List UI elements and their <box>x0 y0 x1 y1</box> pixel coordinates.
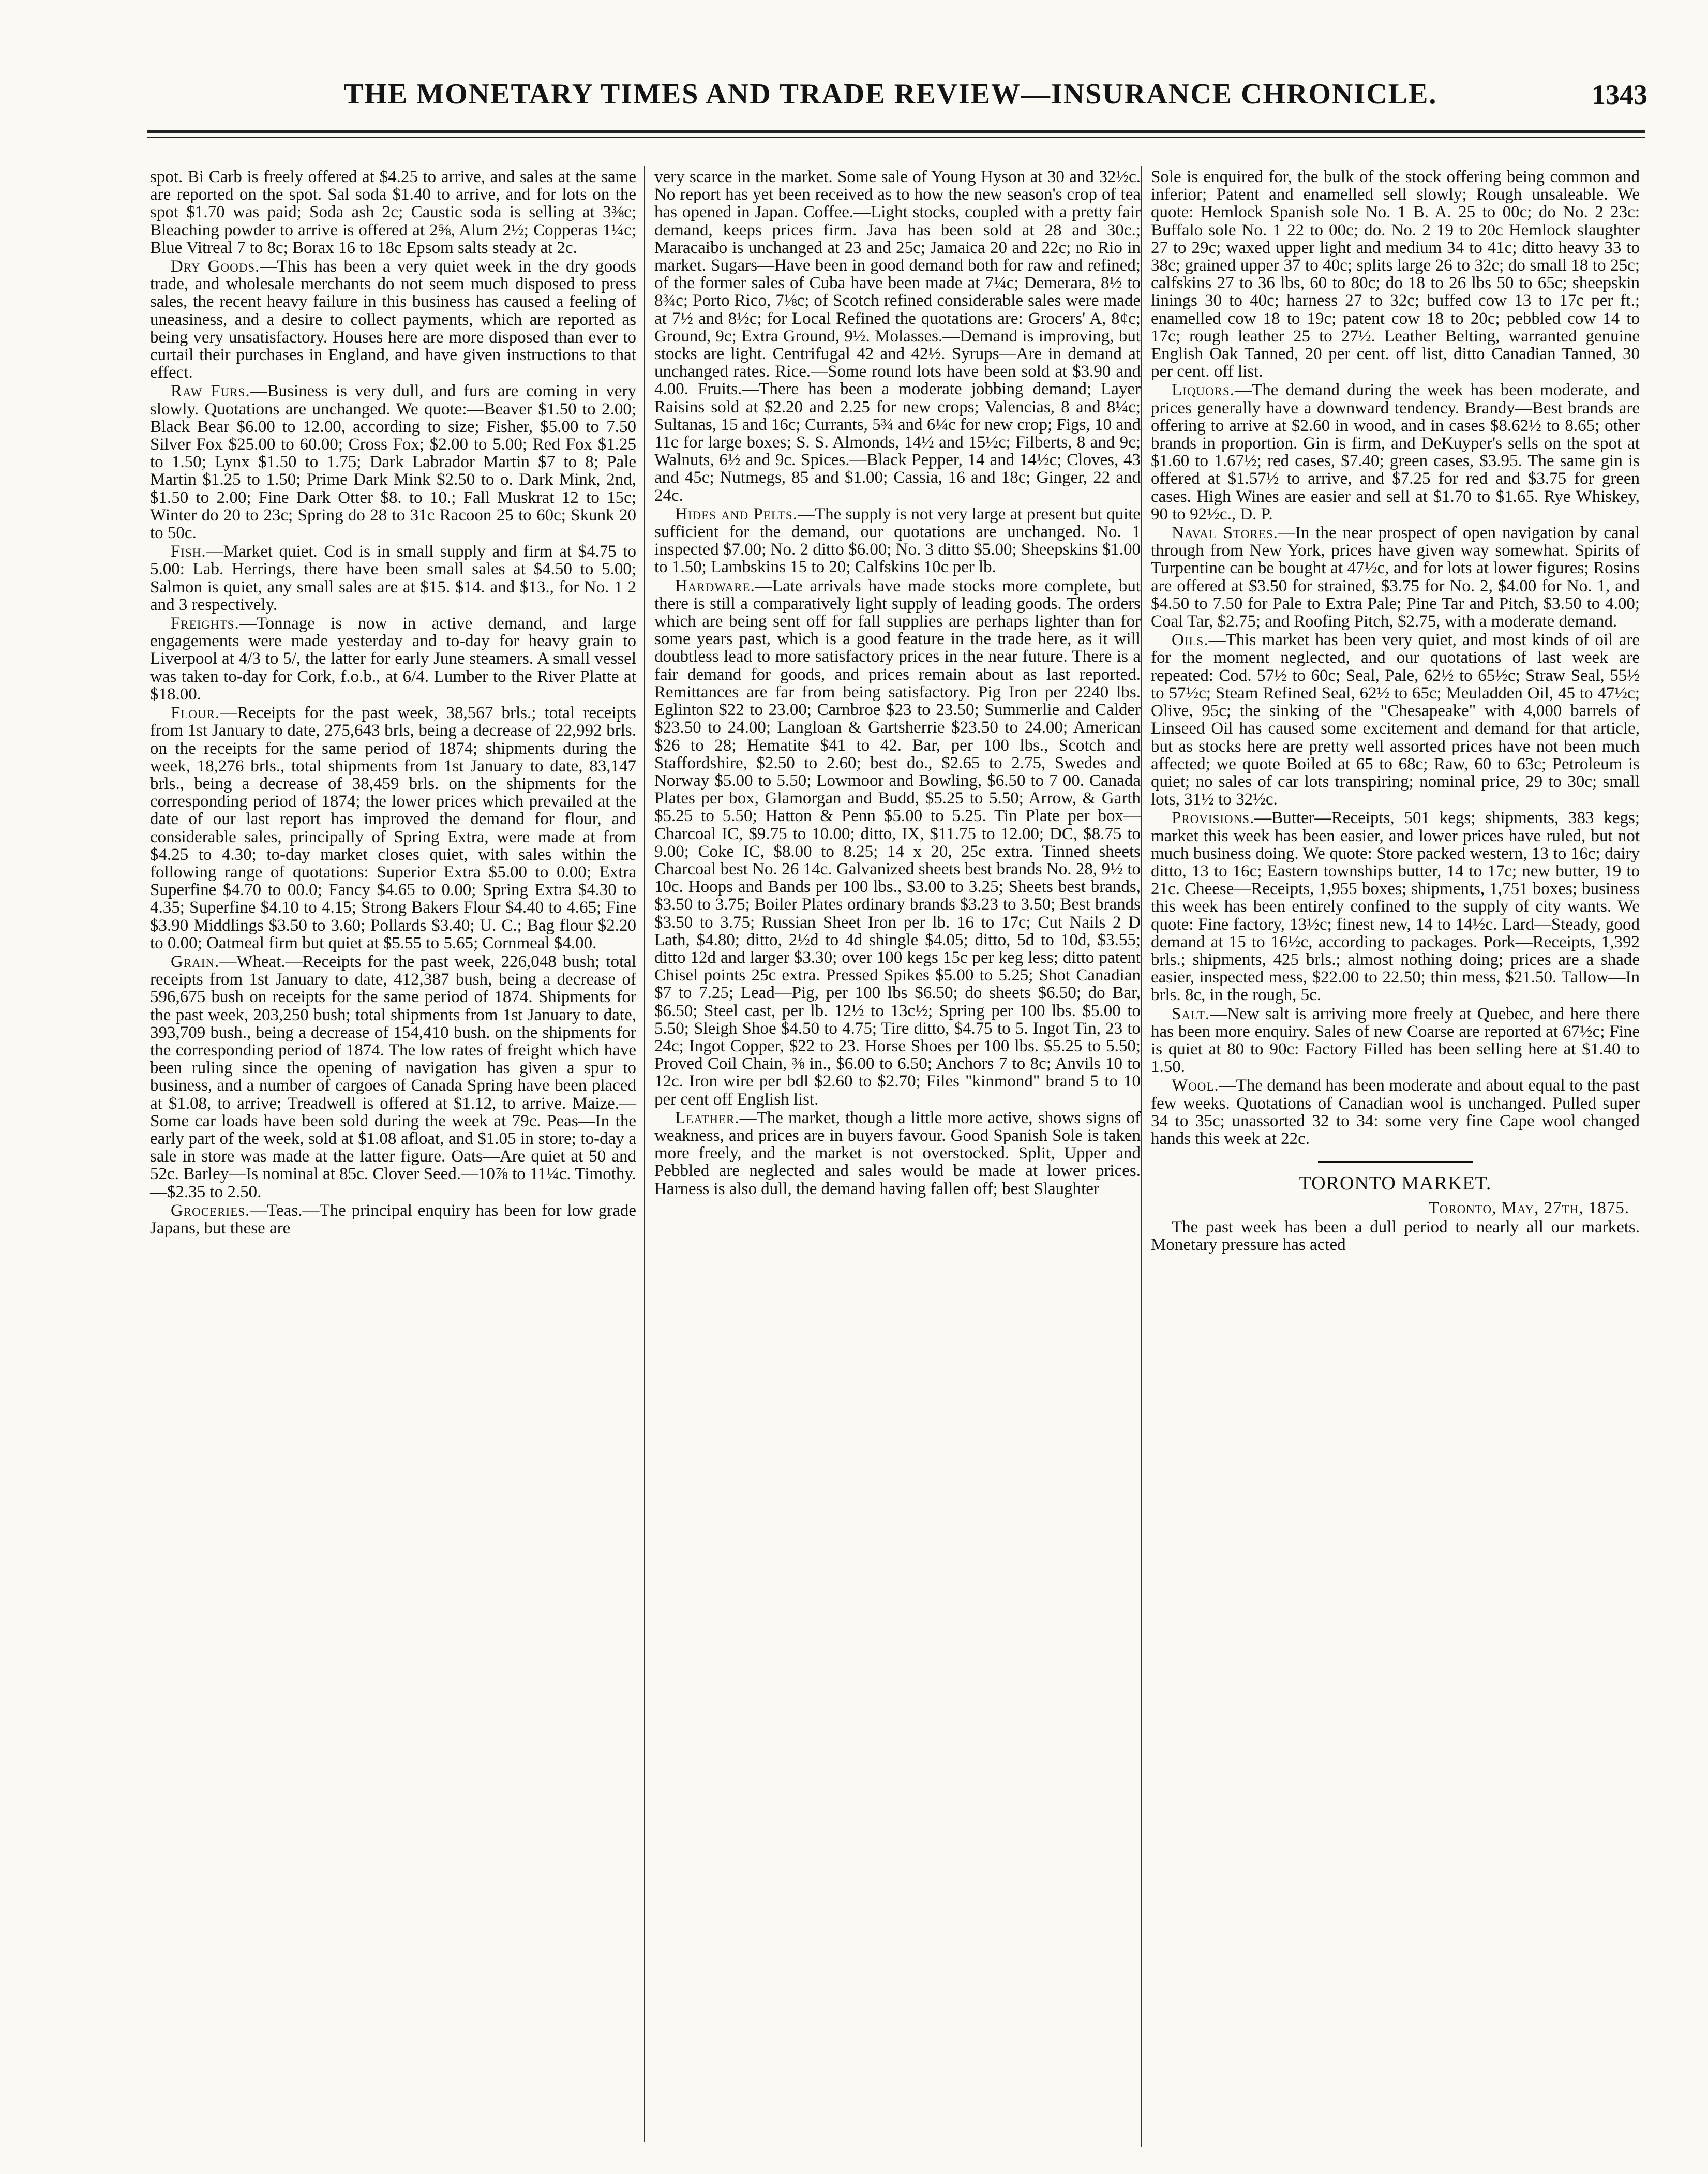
section-head: Dry Goods. <box>171 257 260 276</box>
section-head: Freights. <box>171 614 239 633</box>
section-body: —Tonnage is now in active demand, and large engagements were made yesterday and to-day for heavy grain to Liverpool at 4/3 to 5/, the latter for early June steamers. A small vessel was taken to-day for Cork, f.o.b., at 6/4. Lumber to the River Platte at $18.00. <box>150 614 636 704</box>
header-rule-thick <box>147 130 1645 133</box>
wool-paragraph <box>1151 1077 1640 1148</box>
section-body: —In the near prospect of open navigation by canal through from New York, prices have given way somewhat. Spirits of Turpentine can be bought at 47½c, and for lots at lower figures; Rosins are offered at $3.50 for strained, $3.75 for No. 2, $4.00 for No. 1, and $4.50 to 7.50 for Pale to Extra Pale; Pine Tar and Pitch, $3.50 to 4.00; Coal Tar, $2.75; and Roofing Pitch, $2.75, with a moderate demand. <box>1151 524 1640 631</box>
section-body: —Market quiet. Cod is in small supply and firm at $4.75 to 5.00: Lab. Herrings, there have been small sales at $4.50 to 5.00; Salmon is quiet, any small sales are at $15. $14. and $13., for No. 1 2 and 3 respectively. <box>150 542 636 614</box>
section-head: Oils. <box>1172 631 1209 650</box>
section-body: —New salt is arriving more freely at Quebec, and here there has been more enquiry. Sales of new Coarse are reported at 67½c; Fine is quiet at 80 to 90c: Factory Filled has been selling here at $1.40 to 1.50. <box>1151 1004 1640 1077</box>
section-body: —This market has been very quiet, and most kinds of oil are for the moment neglected, and our quotations of last week are repeated: Cod. 57½ to 60c; Seal, Pale, 62½ to 65½c; Straw Seal, 55½ to 57½c; Steam Refined Seal, 62½ to 65c; Meuladden Oil, 45 to 47½c; Olive, 95c; the sinking of the "Chesapeake" with 4,000 barrels of Linseed Oil has caused some excitement and demand for that article, but as stocks here are pretty well assorted prices have not been much affected; we quote Boiled at 65 to 68c; Raw, 60 to 63c; Petroleum is quiet; no sales of car lots transpiring; nominal price, 29 to 30c; small lots, 31½ to 32½c. <box>1151 631 1640 809</box>
section-head: Naval Stores. <box>1172 524 1278 543</box>
groceries-continued-paragraph: very scarce in the market. Some sale of Young Hyson at 30 and 32½c. No report has yet been received as to how the new season's crop of tea has opened in Japan. Coffee.—Light stocks, coupled with a pretty fair demand, keeps prices firm. Java has been sold at 28 and 30c.; Maracaibo is unchanged at 23 and 25c; Jamaica 20 and 22c; no Rio in market. Sugars—Have been in good demand both for raw and refined; of the former sales of Cuba have been made at 7¼c; Demerara, 8½ to 8¾c; Porto Rico, 7⅛c; of Scotch refined considerable sales were made at 7½ and 8½c; for Local Refined the quotations are: Grocers' A, 8¢c; Ground, 9c; Extra Ground, 9½. Molasses.—Demand is improving, but stocks are light. Centrifugal 42 and 42½. Syrups—Are in demand at unchanged rates. Rice.—Some round lots have been sold at $3.90 and 4.00. Fruits.—There has been a moderate jobbing demand; Layer Raisins sold at $2.20 and 2.25 for new crops; Valencias, 8 and 8¼c; Sultanas, 15 and 16c; Currants, 5¾ and 6¼c for new crop; Figs, 10 and 11c for large boxes; S. S. Almonds, 14½ and 15½c; Filberts, 8 and 9c; Walnuts, 6½ and 9c. Spices.—Black Pepper, 14 and 14½c; Cloves, 43 and 45c; Nutmegs, 85 and $1.00; Cassia, 16 and 18c; Ginger, 22 and 24c. <box>654 168 1141 505</box>
section-body: —The market, though a little more active, shows signs of weakness, and prices are in buyers favour. Good Spanish Sole is taken more freely, and the market is not overstocked. Split, Upper and Pebbled are neglected and sales would be made at lower prices. Harness is also dull, the demand having fallen off; best Slaughter <box>654 1108 1141 1198</box>
dry-goods-paragraph <box>150 258 636 381</box>
section-body: —This has been a very quiet week in the dry goods trade, and wholesale merchants do not seem much disposed to press sales, the recent heavy failure in this business has caused a feeling of uneasiness, and a desire to collect payments, which are reported as being very unsatisfactory. Houses here are more disposed than ever to curtail their purchases in England, and have given instructions to that effect. <box>150 257 636 382</box>
page-number: 1343 <box>1592 79 1647 110</box>
section-body: —Teas.—The principal enquiry has been for low grade Japans, but these are <box>150 1201 636 1238</box>
section-head: Hides and Pelts. <box>675 504 798 524</box>
column-3 <box>1151 168 1640 1255</box>
section-head: Grain. <box>171 952 220 971</box>
section-head: Provisions. <box>1172 809 1255 828</box>
section-body: —Late arrivals have made stocks more complete, but there is still a comparatively light supply of leading goods. The orders which are being sent off for fall supplies are perhaps lighter than for some years past, which is a good feature in the trade here, as it will doubtless lead to more satisfactory prices in the near future. There is a fair demand for goods, and prices remain about as last reported. Remittances are far from being satisfactory. Pig Iron per 2240 lbs. Eglinton $22 to 23.00; Carnbroe $23 to 23.50; Summerlie and Calder $23.50 to 24.00; Langloan & Gartsherrie $23.50 to 24.00; American $26 to 28; Hematite $41 to 42. Bar, per 100 lbs., Scotch and Staffordshire, $2.50 to 2.60; best do., $2.65 to 2.75, Swedes and Norway $5.00 to 5.50; Lowmoor and Bowling, $6.50 to 7 00. Canada Plates per box, Glamorgan and Budd, $5.25 to 5.50; Arrow, & Garth $5.25 to 5.50; Hatton & Penn $5.00 to 5.25. Tin Plate per box—Charcoal IC, $9.75 to 10.00; ditto, IX, $11.75 to 12.00; DC, $8.75 to 9.00; Coke IC, $8.00 to 8.25; 14 x 20, 25c extra. Tinned sheets Charcoal best No. 26 14c. Galvanized sheets best brands No. 28, 9½ to 10c. Hoops and Bands per 100 lbs., $3.00 to 3.25; Sheets best brands, $3.50 to 3.75; Boiler Plates ordinary brands $3.23 to 3.50; Best brands $3.50 to 3.75; Russian Sheet Iron per lb. 16 to 17c; Cut Nails 2 D Lath, $4.80; ditto, 2½d to 4d shingle $4.05; ditto, 5d to 10d, $3.55; ditto 12d and larger $3.30; over 100 kegs 15c per keg less; ditto patent Chisel points 25c extra. Pressed Spikes $5.00 to 5.25; Shot Canadian $7 to 7.25; Lead—Pig, per 100 lbs $6.50; do sheets $6.50; do Bar, $6.50; Steel cast, per lb. 12½ to 13c½; Spring per 100 lbs. $5.00 to 5.50; Sleigh Shoe $4.50 to 4.75; Tire ditto, $4.75 to 5. Ingot Tin, 23 to 24c; Ingot Copper, $22 to 23. Horse Shoes per 100 lbs. $5.25 to 5.50; Proved Coil Chain, ⅜ in., $6.00 to 6.50; Anchors 7 to 8c; Anvils 10 to 12c. Iron wire per bdl $2.60 to $2.70; Files "kinmond" brand 5 to 10 per cent off English list. <box>654 576 1141 1109</box>
section-head: Wool. <box>1172 1076 1219 1095</box>
hides-pelts-paragraph <box>654 505 1141 576</box>
leather-paragraph <box>654 1109 1141 1198</box>
section-body: —The demand has been moderate and about equal to the past few weeks. Quotations of Canadian wool is unchanged. Pulled super 34 to 35c; unassorted 32 to 34: some very fine Cape wool changed hands this week at 22c. <box>1151 1076 1640 1148</box>
page-header <box>147 78 1647 119</box>
freights-paragraph <box>150 615 636 703</box>
groceries-paragraph <box>150 1202 636 1237</box>
section-body: —Receipts for the past week, 38,567 brls.; total receipts from 1st January to date, 275,643 brls, being a decrease of 22,992 brls. on the receipts for the same period of 1874; shipments during the week, 18,276 brls., total shipments from 1st January to date, 83,147 brls., being a decrease of 38,459 brls. on the shipments for the corresponding period of 1874; the lower prices which prevailed at the date of our last report has improved the demand for flour, and considerable sales, principally of Spring Extra, were made at from $4.25 to 4.30; to-day market closes quiet, with sales within the following range of quotations: Superior Extra $5.00 to 0.00; Extra Superfine $4.70 to 00.0; Fancy $4.65 to 0.00; Spring Extra $4.30 to 4.35; Superfine $4.10 to 4.15; Strong Bakers Flour $4.40 to 4.65; Fine $3.90 Middlings $3.50 to 3.60; Pollards $3.40; U. C.; Bag flour $2.20 to 0.00; Oatmeal firm but quiet at $5.55 to 5.65; Cornmeal $4.00. <box>150 704 636 952</box>
toronto-market-heading: TORONTO MARKET. <box>1299 1172 1492 1195</box>
liquors-paragraph <box>1151 381 1640 523</box>
masthead-title: THE MONETARY TIMES AND TRADE REVIEW—INSURANCE CHRONICLE. <box>344 78 1437 110</box>
header-rule-thin <box>147 137 1645 138</box>
section-head: Groceries. <box>171 1201 250 1220</box>
section-body: —Business is very dull, and furs are coming in very slowly. Quotations are unchanged. We quote:—Beaver $1.50 to 2.00; Black Bear $6.00 to 12.00, according to size; Fisher, $5.00 to 7.50 Silver Fox $25.00 to 60.00; Cross Fox; $2.00 to 5.00; Red Fox $1.25 to 1.50; Lynx $1.50 to 1.75; Dark Labrador Martin $7 to 8; Pale Martin $1.25 to 1.50; Prime Dark Mink $2.50 to o. Dark Mink, 2nd, $1.50 to 2.00; Fine Dark Otter $8. to 10.; Fall Muskrat 12 to 15c; Winter do 20 to 23c; Spring do 28 to 31c Racoon 25 to 60c; Skunk 20 to 50c. <box>150 382 636 543</box>
hardware-paragraph <box>654 577 1141 1108</box>
grain-paragraph <box>150 953 636 1201</box>
section-body: —Butter—Receipts, 501 kegs; shipments, 383 kegs; market this week has been easier, and lower prices have ruled, but not much business doing. We quote: Store packed western, 13 to 16c; dairy ditto, 13 to 16c; Eastern townships butter, 14 to 17c; new butter, 19 to 21c. Cheese—Receipts, 1,955 boxes; shipments, 1,751 boxes; business this week has been entirely confined to the supply of city wants. We quote: Fine factory, 13½c; finest new, 14 to 14½c. Lard—Steady, good demand at 15 to 16½c, according to packages. Pork—Receipts, 1,392 brls.; shipments, 425 brls.; almost nothing doing; prices are a shade easier, inspected mess, $22.00 to 22.50; thin mess, $21.50. Tallow—In brls. 8c, in the rough, 5c. <box>1151 809 1640 1005</box>
column-2 <box>654 168 1141 1199</box>
section-head: Leather. <box>675 1108 740 1127</box>
chemicals-paragraph: spot. Bi Carb is freely offered at $4.25 to arrive, and sales at the same are reported on the spot. Sal soda $1.40 to arrive, and for lots on the spot $1.70 was paid; Soda ash 2c; Caustic soda is selling at 3⅜c; Bleaching powder to arrive is offered at 2⅝, Alum 2½; Copperas 1¼c; Blue Vitreal 7 to 8c; Borax 16 to 18c Epsom salts steady at 2c. <box>150 168 636 257</box>
section-head: Salt. <box>1172 1004 1210 1023</box>
column-divider-1 <box>644 166 645 2142</box>
section-head: Flour. <box>171 704 220 723</box>
section-head: Raw Furs. <box>171 382 250 401</box>
flour-paragraph <box>150 704 636 952</box>
section-body: —The demand during the week has been moderate, and prices generally have a downward tendency. Brandy—Best brands are offering to arrive at $2.60 in wood, and in cases $8.62½ to 8.65; other brands in proportion. Gin is firm, and DeKuyper's sells on the spot at $1.60 to 1.67½; red cases, $7.40; green cases, $3.95. The same gin is offered at $1.57½ to arrive, and $7.25 for red and $3.75 for green cases. High Wines are easier and sell at $1.70 to $1.65. Rye Whiskey, 90 to 92½c., D. P. <box>1151 381 1640 524</box>
provisions-paragraph <box>1151 809 1640 1004</box>
toronto-market-paragraph: The past week has been a dull period to nearly all our markets. Monetary pressure has acted <box>1151 1217 1640 1254</box>
section-head: Hardware. <box>675 576 755 595</box>
section-divider <box>1318 1161 1473 1165</box>
raw-furs-paragraph <box>150 382 636 542</box>
naval-stores-paragraph <box>1151 524 1640 630</box>
column-divider-2 <box>1141 166 1142 2147</box>
section-body: —The supply is not very large at present but quite sufficient for the demand, our quotations are unchanged. No. 1 inspected $7.00; No. 2 ditto $6.00; No. 3 ditto $5.00; Sheepskins $1.00 to 1.50; Lambskins 15 to 20; Calfskins 10c per lb. <box>654 504 1141 577</box>
fish-paragraph <box>150 543 636 614</box>
oils-paragraph <box>1151 631 1640 808</box>
section-head: Liquors. <box>1172 381 1235 400</box>
section-head: Fish. <box>171 542 206 561</box>
leather-continued-paragraph: Sole is enquired for, the bulk of the stock offering being common and inferior; Patent and enamelled sell slowly; Rough unsaleable. We quote: Hemlock Spanish sole No. 1 B. A. 25 to 00c; do No. 2 23c: Buffalo sole No. 1 22 to 00c; do. No. 2 19 to 20c Hemlock slaughter 27 to 29c; waxed upper light and medium 34 to 41c; ditto heavy 33 to 38c; grained upper 37 to 40c; splits large 26 to 32c; do small 18 to 25c; calfskins 27 to 36 lbs, 60 to 80c; do 18 to 26 lbs 50 to 65c; sheepskin linings 30 to 40c; harness 27 to 32c; buffed cow 13 to 17c per ft.; enamelled cow 18 to 19c; patent cow 18 to 20c; pebbled cow 14 to 17c; rough leather 25 to 27½. Leather Belting, warranted genuine English Oak Tanned, 20 per cent. off list, ditto Canadian Tanned, 30 per cent. off list. <box>1151 168 1640 381</box>
section-body: —Wheat.—Receipts for the past week, 226,048 bush; total receipts from 1st January to date, 412,387 bush, being a decrease of 596,675 bush on receipts for the same period of 1874. Shipments for the past week, 203,250 bush; total shipments from 1st January to date, 393,709 bush., being a decrease of 154,410 bush. on the shipments for the corresponding period of 1874. The low rates of freight which have been ruling since the opening of navigation has given a spur to business, and a number of cargoes of Canada Spring have been placed at $1.08, to arrive; Treadwell is offered at $1.12, to arrive. Maize.—Some car loads have been sold during the week at 79c. Peas—In the early part of the week, sold at $1.08 afloat, and $1.05 in store; to-day a sale in store was made at the latter figure. Oats—Are quiet at 50 and 52c. Barley—Is nominal at 85c. Clover Seed.—10⅞ to 11¼c. Timothy.—$2.35 to 2.50. <box>150 952 636 1201</box>
column-1 <box>150 168 636 1238</box>
dateline: Toronto, May, 27th, 1875. <box>1428 1199 1629 1218</box>
salt-paragraph <box>1151 1005 1640 1076</box>
